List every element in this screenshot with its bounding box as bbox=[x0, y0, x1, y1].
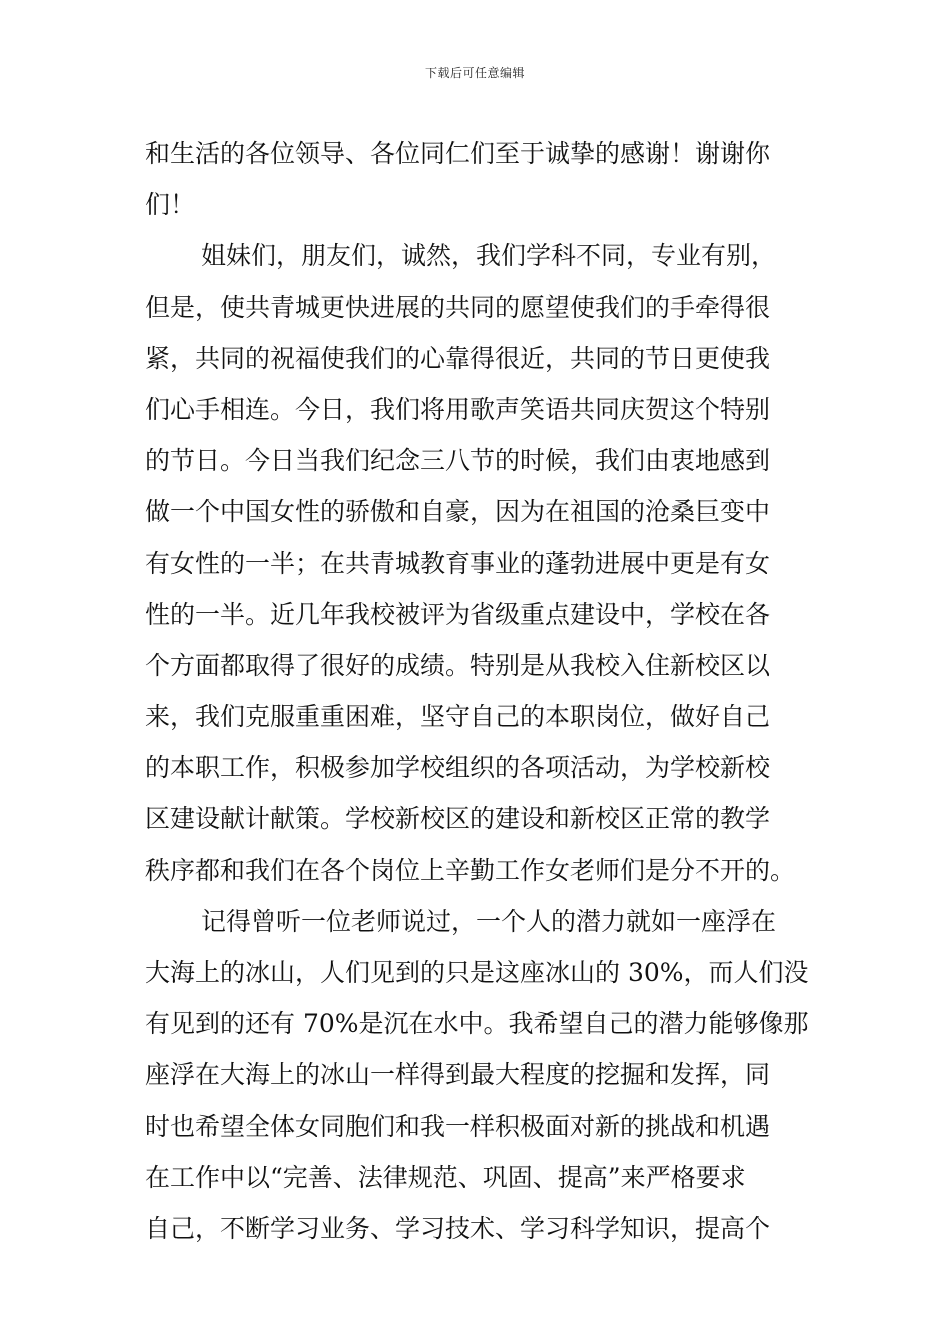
document-body bbox=[145, 128, 810, 1254]
text-line: 大海上的冰山，人们见到的只是这座冰山的 30%，而人们没 bbox=[145, 958, 809, 987]
text-line: 秩序都和我们在各个岗位上辛勤工作女老师们是分不开的。 bbox=[145, 855, 796, 885]
text-line: 但是，使共青城更快进展的共同的愿望使我们的手牵得很 bbox=[145, 292, 771, 322]
text-line: 个方面都取得了很好的成绩。特别是从我校入住新校区以 bbox=[145, 650, 771, 680]
text-line: 性的一半。近几年我校被评为省级重点建设中，学校在各 bbox=[145, 599, 771, 629]
text-line: 来，我们克服重重困难，坚守自己的本职岗位，做好自己 bbox=[145, 702, 771, 732]
text-line: 们！ bbox=[145, 190, 196, 220]
text-line: 有女性的一半；在共青城教育事业的蓬勃进展中更是有女 bbox=[145, 548, 771, 578]
text-line: 做一个中国女性的骄傲和自豪，因为在祖国的沧桑巨变中 bbox=[145, 497, 771, 527]
text-line: 们心手相连。今日，我们将用歌声笑语共同庆贺这个特别 bbox=[145, 394, 771, 424]
text-line: 时也希望全体女同胞们和我一样积极面对新的挑战和机遇 bbox=[145, 1111, 771, 1141]
text-line: 在工作中以“完善、法律规范、巩固、提高”来严格要求 bbox=[145, 1162, 746, 1192]
text-line: 自己，不断学习业务、学习技术、学习科学知识，提高个 bbox=[145, 1213, 771, 1243]
page-header: 下载后可任意编辑 bbox=[424, 66, 525, 80]
text-line: 有见到的还有 70%是沉在水中。我希望自己的潜力能够像那 bbox=[145, 1009, 809, 1039]
paragraph-start-line: 姐妹们，朋友们，诚然，我们学科不同，专业有别， bbox=[201, 241, 777, 271]
text-line: 紧，共同的祝福使我们的心靠得很近，共同的节日更使我 bbox=[145, 343, 771, 373]
text-line: 和生活的各位领导、各位同仁们至于诚挚的感谢！谢谢你 bbox=[145, 139, 771, 168]
text-line: 区建设献计献策。学校新校区的建设和新校区正常的教学 bbox=[145, 804, 771, 834]
text-line: 的节日。今日当我们纪念三八节的时候，我们由衷地感到 bbox=[145, 446, 771, 476]
text-line: 的本职工作，积极参加学校组织的各项活动，为学校新校 bbox=[145, 753, 771, 783]
text-line: 座浮在大海上的冰山一样得到最大程度的挖掘和发挥，同 bbox=[145, 1060, 771, 1090]
paragraph-start-line: 记得曾听一位老师说过，一个人的潜力就如一座浮在 bbox=[201, 906, 777, 936]
